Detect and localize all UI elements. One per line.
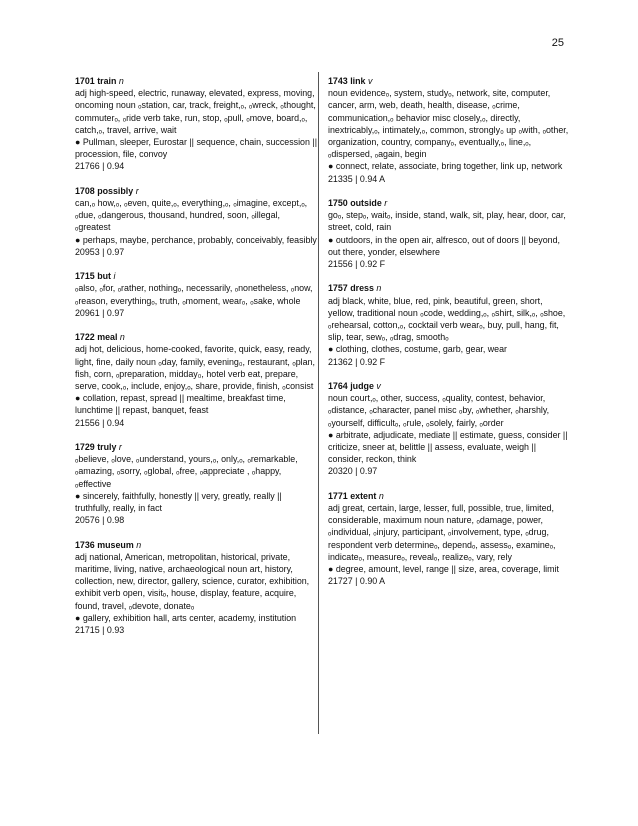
entry-truly	[75, 441, 317, 526]
entry-headword: 1701 train n	[75, 76, 124, 86]
entry-headword: 1771 extent n	[328, 490, 384, 501]
entry-synonyms: ● arbitrate, adjudicate, mediate || estimate, guess, consider || criticize, sneer at, belittle || assess, evaluate, weigh || consider, reckon, think	[328, 429, 568, 465]
entry-frequency: 21335 | 0.94 A	[328, 173, 386, 184]
entry-headword: 1743 link v	[328, 76, 373, 86]
entry-headword: 1750 outside r	[328, 198, 388, 209]
entry-headword: 1708 possibly r	[75, 185, 139, 196]
entry-frequency: 20576 | 0.98	[75, 515, 125, 526]
entry-synonyms: ● perhaps, maybe, perchance, probably, conceivably, feasibly	[75, 234, 317, 245]
entry-frequency: 20961 | 0.97	[75, 307, 125, 318]
entry-headword: 1729 truly r	[75, 442, 122, 453]
column-divider	[318, 72, 319, 734]
entry-synonyms: ● clothing, clothes, costume, garb, gear, wear	[328, 344, 508, 355]
entry-frequency: 21556 | 0.92 F	[328, 259, 386, 270]
entry-headword: 1736 museum n	[75, 539, 142, 550]
entry-collocations: noun evidenceₒ, system, studyₒ, network, site, computer, cancer, arm, web, death, health, disease, ₒcrime, communication,ₒ behavior misc closely,ₒ, directly, inextricably,ₒ, intimately,ₒ, common, strongly₀ up ₒwith, ₒother, organization, country, companyₒ, eventually,ₒ, line,ₒ, ₒdispersed, ₒagain, begin	[328, 88, 569, 160]
entry-museum	[75, 539, 317, 637]
right-column	[328, 75, 570, 600]
entry-collocations: ₒalso, ₒfor, ₒrather, nothingₒ, necessarily, ₒnonetheless, ₒnow, ₒreason, everythingₒ, truth, ₒmoment, wearₒ, ₒsake, whole	[75, 283, 313, 306]
entry-judge	[328, 380, 570, 478]
entry-meal	[75, 331, 317, 429]
entry-synonyms: ● outdoors, in the open air, alfresco, out of doors || beyond, out there, yonder, elsewhere	[328, 234, 560, 257]
entry-collocations: noun court,ₒ, other, success, ₒquality, contest, behavior, ₒdistance, ₒcharacter, panel misc ₒby, ₒwhether, ₒharshly, ₒyourself, difficultₒ, ₒrule, ₒsolely, fairly, ₒorder	[328, 393, 550, 428]
entry-synonyms: ● Pullman, sleeper, Eurostar || sequence, chain, succession || procession, file, convoy	[75, 137, 318, 160]
entry-synonyms: ● gallery, exhibition hall, arts center, academy, institution	[75, 612, 297, 623]
entry-headword: 1764 judge v	[328, 381, 381, 392]
page-number: 25	[551, 37, 564, 49]
entry-outside	[328, 197, 570, 270]
entry-headword: 1757 dress n	[328, 283, 382, 294]
entry-extent	[328, 490, 570, 588]
entry-dress	[328, 282, 570, 367]
entry-synonyms: ● degree, amount, level, range || size, area, coverage, limit	[328, 564, 559, 575]
entry-synonyms: ● connect, relate, associate, bring together, link up, network	[328, 161, 563, 172]
entry-frequency: 21362 | 0.92 F	[328, 356, 386, 367]
entry-collocations: can,ₒ how,ₒ, ₒeven, quite,ₒ, everything,ₒ, ₒimagine, except,ₒ, ₒdue, ₒdangerous, thousand, hundred, soon, ₒillegal, ₒgreatest	[75, 198, 308, 233]
entry-collocations: ₒbelieve, ₒlove, ₒunderstand, yours,ₒ, only,ₒ, ₒremarkable, ₒamazing, ₒsorry, ₒglobal, ₒfree, ₒappreciate , ₒhappy, ₒeffective	[75, 454, 298, 489]
entry-collocations: adj great, certain, large, lesser, full, possible, true, limited, considerable, maximum noun nature, ₒdamage, power, ₒindividual, ₒinjury, participant, ₒinvolvement, type, ₒdrug, respondent verb determineₒ, dependₒ, assessₒ, examineₒ, indicateₒ, measureₒ, revealₒ, realizeₒ, vary, rely	[328, 503, 556, 562]
entry-possibly	[75, 185, 317, 258]
entry-headword: 1722 meal n	[75, 332, 125, 343]
entry-frequency: 20953 | 0.97	[75, 246, 125, 257]
entry-but	[75, 270, 317, 319]
entry-synonyms: ● sincerely, faithfully, honestly || very, greatly, really || truthfully, really, in fact	[75, 490, 282, 514]
entry-collocations: adj high-speed, electric, runaway, elevated, express, moving, oncoming noun ₒstation, car, track, freight,ₒ, ₒwreck, ₒthought, commuterₒ, ₒride verb take, run, stop, ₒpull, ₒmove, board,ₒ, catch,ₒ, travel, arrive, wait	[75, 88, 316, 135]
entry-frequency: 21556 | 0.94	[75, 417, 125, 428]
entry-frequency: 21766 | 0.94	[75, 161, 125, 172]
left-column	[75, 75, 317, 648]
entry-headword: 1715 but i	[75, 271, 116, 282]
entry-collocations: adj hot, delicious, home-cooked, favorite, quick, easy, ready, light, fine, daily noun ₒday, family, evening₀, restaurant, ₒplan, fish, corn, ₒpreparation, midday₀, hotel verb eat, prepare, serve, cook,ₒ, include, enjoy,ₒ, share, provide, finish, ₒconsist	[75, 344, 315, 392]
entry-link	[328, 75, 570, 185]
entry-train	[75, 75, 317, 173]
entry-frequency: 21715 | 0.93	[75, 625, 125, 636]
entry-collocations: adj national, American, metropolitan, historical, private, maritime, living, native, archaeological noun art, history, collection, new, director, gallery, science, curator, exhibition, exhibit verb open, visitₒ, house, display, feature, acquire, found, travel, ₒdevote, donateₒ	[75, 551, 310, 611]
entry-synonyms: ● collation, repast, spread || mealtime, breakfast time, lunchtime || repast, banquet, feast	[75, 393, 286, 416]
entry-collocations: adj black, white, blue, red, pink, beautiful, green, short, yellow, traditional noun ₒcode, wedding,ₒ, ₒshirt, silk,ₒ, ₒshoe, ₒrehearsal, cotton,ₒ, cocktail verb wearₒ, buy, pull, hang, fit, slip, tear, sewₒ, ₒdrag, smoothₒ	[328, 295, 566, 343]
entry-frequency: 20320 | 0.97	[328, 466, 378, 477]
entry-collocations: goₒ, stepₒ, waitₒ, inside, stand, walk, sit, play, hear, door, car, street, cold, rain	[328, 210, 566, 233]
entry-frequency: 21727 | 0.90 A	[328, 576, 386, 587]
